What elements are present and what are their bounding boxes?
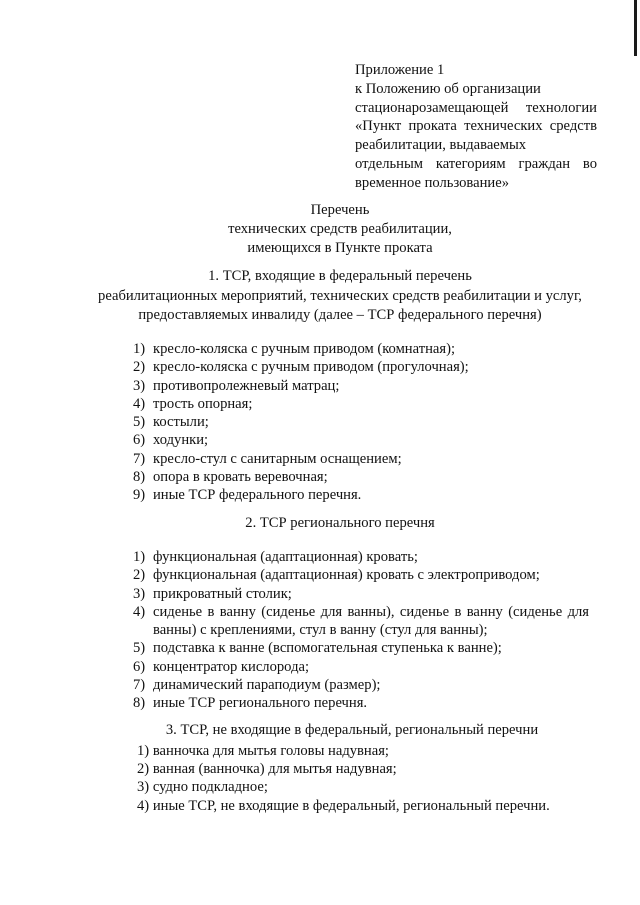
- section3-heading: [72, 721, 632, 740]
- appendix-line: Приложение 1: [355, 62, 445, 78]
- item-text: концентратор кислорода;: [153, 658, 310, 675]
- list-item: [133, 658, 589, 676]
- appendix-line: стационарозамещающей технологии: [355, 99, 597, 116]
- item-number: 6): [133, 432, 146, 449]
- item-number: 6): [133, 658, 146, 675]
- section-heading-line: реабилитационных мероприятий, технических средств реабилитации и услуг,: [98, 287, 582, 304]
- list-item: [133, 340, 469, 358]
- scan-edge-mark: [634, 0, 637, 56]
- item-number: 1): [137, 743, 150, 759]
- list-item: [133, 431, 469, 449]
- section1-list: [133, 340, 469, 505]
- item-number: 3): [133, 585, 146, 602]
- section1-heading: [60, 267, 620, 326]
- list-item: [133, 395, 469, 413]
- list-item: [133, 603, 589, 640]
- item-number: 2): [133, 359, 146, 376]
- section-heading-line: 2. ТСР регионального перечня: [245, 515, 435, 531]
- item-text: трость опорная;: [153, 395, 253, 412]
- item-number: 5): [133, 414, 146, 431]
- appendix-line: «Пункт проката технических средств: [355, 118, 597, 135]
- item-number: 5): [133, 640, 146, 657]
- item-number: 4): [133, 395, 146, 412]
- section-heading-line: 1. ТСР, входящие в федеральный перечень: [208, 268, 472, 284]
- section2-heading: [60, 514, 620, 533]
- item-number: 4): [137, 797, 150, 814]
- title-line: технических средств реабилитации,: [228, 221, 452, 237]
- item-text: ванночка для мытья головы надувная;: [152, 743, 389, 759]
- item-text: кресло-коляска с ручным приводом (прогулочная);: [153, 359, 469, 376]
- section-heading-line: предоставляемых инвалиду (далее – ТСР федерального перечня): [138, 307, 542, 323]
- list-item: [133, 468, 469, 486]
- item-text: иные ТСР регионального перечня.: [153, 695, 368, 712]
- list-item: [137, 760, 550, 778]
- title-line: имеющихся в Пункте проката: [247, 240, 433, 256]
- item-number: 3): [133, 377, 146, 394]
- section-heading-line: 3. ТСР, не входящие в федеральный, региональный перечни: [165, 722, 539, 738]
- item-text: функциональная (адаптационная) кровать с электроприводом;: [153, 567, 540, 584]
- item-text: прикроватный столик;: [153, 585, 292, 602]
- list-item: [137, 742, 550, 760]
- item-number: 1): [133, 549, 146, 565]
- item-number: 8): [133, 469, 146, 486]
- item-number: 8): [133, 695, 146, 712]
- item-text: иные ТСР, не входящие в федеральный, региональный перечни.: [152, 797, 550, 814]
- appendix-line: отдельным категориям граждан во: [355, 155, 597, 172]
- item-text: подставка к ванне (вспомогательная ступенька к ванне);: [153, 640, 502, 657]
- item-number: 7): [133, 677, 146, 694]
- list-item: [133, 486, 469, 504]
- item-number: 2): [137, 761, 150, 778]
- item-text: динамический параподиум (размер);: [153, 677, 381, 694]
- item-text: опора в кровать веревочная;: [153, 469, 328, 486]
- appendix-line: временное пользование»: [355, 174, 509, 191]
- appendix-line: реабилитации, выдаваемых: [355, 137, 527, 154]
- list-item: [133, 676, 589, 694]
- section3-list: [137, 742, 550, 815]
- item-number: 3): [137, 779, 150, 796]
- list-item: [133, 548, 589, 566]
- item-text: судно подкладное;: [152, 779, 268, 796]
- item-text: ходунки;: [153, 432, 209, 449]
- list-item: [133, 566, 589, 584]
- list-item: [133, 639, 589, 657]
- list-item: [133, 377, 469, 395]
- item-text: кресло-коляска с ручным приводом (комнатная);: [153, 341, 456, 357]
- item-text: ванная (ванночка) для мытья надувная;: [152, 761, 397, 778]
- item-text: иные ТСР федерального перечня.: [153, 487, 362, 504]
- item-number: 4): [133, 603, 146, 620]
- list-item: [133, 358, 469, 376]
- appendix-line: к Положению об организации: [355, 80, 541, 97]
- list-item: [137, 797, 550, 815]
- item-number: 2): [133, 567, 146, 584]
- section2-list: [133, 548, 589, 713]
- item-text: кресло-стул с санитарным оснащением;: [153, 450, 402, 467]
- item-number: 9): [133, 487, 146, 504]
- list-item: [133, 694, 589, 712]
- document-title: [60, 201, 620, 258]
- item-number: 7): [133, 450, 146, 467]
- item-text: противопролежневый матрац;: [153, 377, 340, 394]
- appendix-header: [355, 61, 597, 193]
- item-text: сиденье в ванну (сиденье для ванны), сиденье в ванну (сиденье для ванны) с креплениями, стул в ванну (стул для ванны);: [153, 603, 589, 639]
- list-item: [133, 413, 469, 431]
- list-item: [137, 778, 550, 796]
- item-number: 1): [133, 341, 146, 357]
- list-item: [133, 450, 469, 468]
- title-line: Перечень: [310, 202, 370, 218]
- item-text: костыли;: [153, 414, 209, 431]
- item-text: функциональная (адаптационная) кровать;: [153, 549, 418, 565]
- list-item: [133, 585, 589, 603]
